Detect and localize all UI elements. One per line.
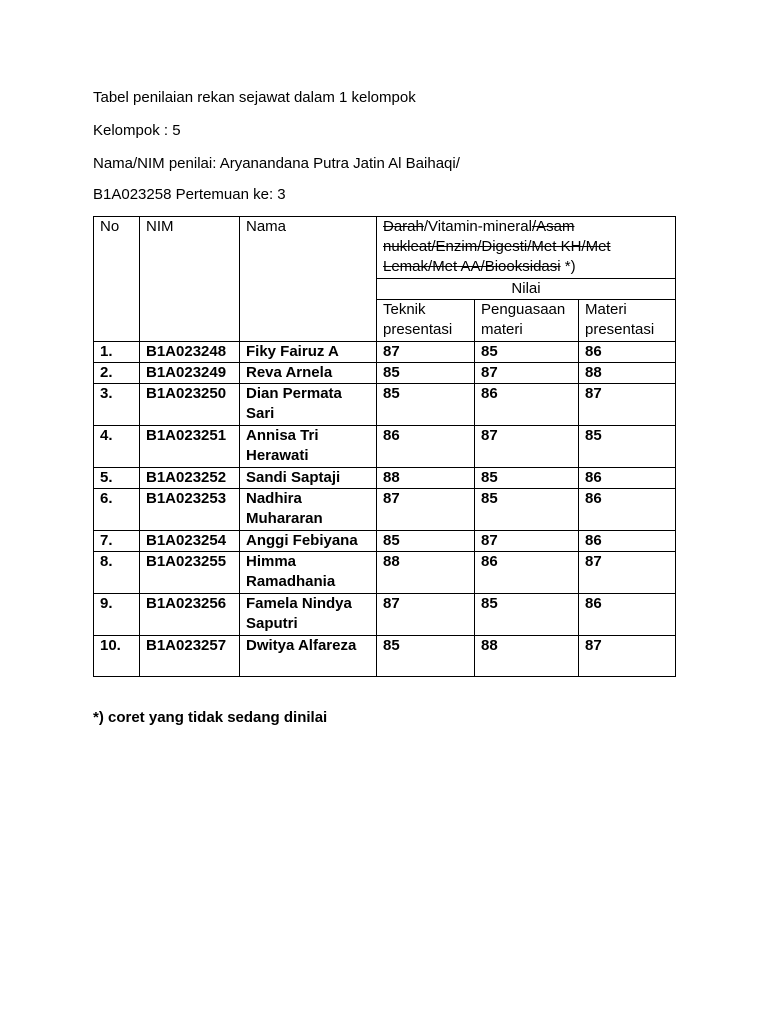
row-no: 2. (94, 363, 140, 384)
row-teknik: 87 (377, 489, 475, 531)
table-row (94, 342, 676, 363)
row-no: 1. (94, 342, 140, 363)
header-topic (377, 217, 676, 279)
row-nama: Fiky Fairuz A (240, 342, 377, 363)
row-nim: B1A023255 (140, 552, 240, 594)
row-nama: Sandi Saptaji (240, 468, 377, 489)
row-nama: Dian Permata Sari (240, 384, 377, 426)
assessment-table (93, 216, 676, 677)
header-materi: Materi presentasi (579, 300, 676, 342)
row-materi: 85 (579, 426, 676, 468)
row-materi: 87 (579, 384, 676, 426)
table-row (94, 636, 676, 677)
row-nim: B1A023250 (140, 384, 240, 426)
row-nim: B1A023249 (140, 363, 240, 384)
row-nim: B1A023251 (140, 426, 240, 468)
header-penguasaan: Penguasaan materi (475, 300, 579, 342)
row-penguasaan: 87 (475, 426, 579, 468)
topic-struck-text: /Asam nukleat/Enzim/Digesti/Met KH/Met Lemak/Met AA/Biooksidasi (383, 218, 611, 275)
table-row (94, 468, 676, 489)
nim-meeting-label: B1A023258 Pertemuan ke: 3 (93, 186, 286, 203)
row-teknik: 85 (377, 363, 475, 384)
header-teknik: Teknik presentasi (377, 300, 475, 342)
row-no: 10. (94, 636, 140, 677)
row-no: 5. (94, 468, 140, 489)
row-no: 4. (94, 426, 140, 468)
row-nim: B1A023248 (140, 342, 240, 363)
row-no: 9. (94, 594, 140, 636)
row-no: 6. (94, 489, 140, 531)
row-no: 3. (94, 384, 140, 426)
group-label: Kelompok : 5 (93, 122, 181, 139)
topic-text: *) (560, 258, 576, 275)
row-teknik: 85 (377, 384, 475, 426)
table-row (94, 363, 676, 384)
row-teknik: 88 (377, 552, 475, 594)
row-materi: 86 (579, 342, 676, 363)
row-nim: B1A023253 (140, 489, 240, 531)
table-row (94, 489, 676, 531)
row-penguasaan: 86 (475, 384, 579, 426)
row-nama: Annisa Tri Herawati (240, 426, 377, 468)
row-nama: Anggi Febiyana (240, 531, 377, 552)
row-no: 8. (94, 552, 140, 594)
table-row (94, 426, 676, 468)
row-nama: Dwitya Alfareza (240, 636, 377, 677)
row-teknik: 85 (377, 636, 475, 677)
row-teknik: 86 (377, 426, 475, 468)
header-no: No (94, 217, 140, 342)
row-penguasaan: 87 (475, 531, 579, 552)
row-materi: 86 (579, 468, 676, 489)
row-nama: Himma Ramadhania (240, 552, 377, 594)
table-row (94, 531, 676, 552)
row-penguasaan: 85 (475, 489, 579, 531)
assessor-label: Nama/NIM penilai: Aryanandana Putra Jatin Al Baihaqi/ (93, 155, 460, 172)
row-nama: Famela Nindya Saputri (240, 594, 377, 636)
row-penguasaan: 88 (475, 636, 579, 677)
row-nama: Nadhira Muhararan (240, 489, 377, 531)
document-title: Tabel penilaian rekan sejawat dalam 1 kelompok (93, 89, 416, 106)
row-materi: 86 (579, 489, 676, 531)
row-penguasaan: 85 (475, 468, 579, 489)
topic-struck-text: Darah (383, 218, 424, 235)
row-penguasaan: 86 (475, 552, 579, 594)
row-teknik: 87 (377, 342, 475, 363)
table-row (94, 594, 676, 636)
row-materi: 86 (579, 531, 676, 552)
table-row (94, 552, 676, 594)
row-penguasaan: 85 (475, 342, 579, 363)
row-teknik: 88 (377, 468, 475, 489)
row-no: 7. (94, 531, 140, 552)
topic-text: /Vitamin-mineral (423, 218, 532, 235)
row-nama: Reva Arnela (240, 363, 377, 384)
header-nilai: Nilai (377, 279, 676, 300)
row-nim: B1A023256 (140, 594, 240, 636)
row-nim: B1A023252 (140, 468, 240, 489)
row-teknik: 87 (377, 594, 475, 636)
footnote: *) coret yang tidak sedang dinilai (93, 709, 328, 726)
row-nim: B1A023254 (140, 531, 240, 552)
row-materi: 87 (579, 552, 676, 594)
row-teknik: 85 (377, 531, 475, 552)
header-nama: Nama (240, 217, 377, 342)
row-materi: 88 (579, 363, 676, 384)
row-nim: B1A023257 (140, 636, 240, 677)
row-materi: 86 (579, 594, 676, 636)
row-penguasaan: 87 (475, 363, 579, 384)
row-penguasaan: 85 (475, 594, 579, 636)
row-materi: 87 (579, 636, 676, 677)
table-row (94, 384, 676, 426)
header-nim: NIM (140, 217, 240, 342)
